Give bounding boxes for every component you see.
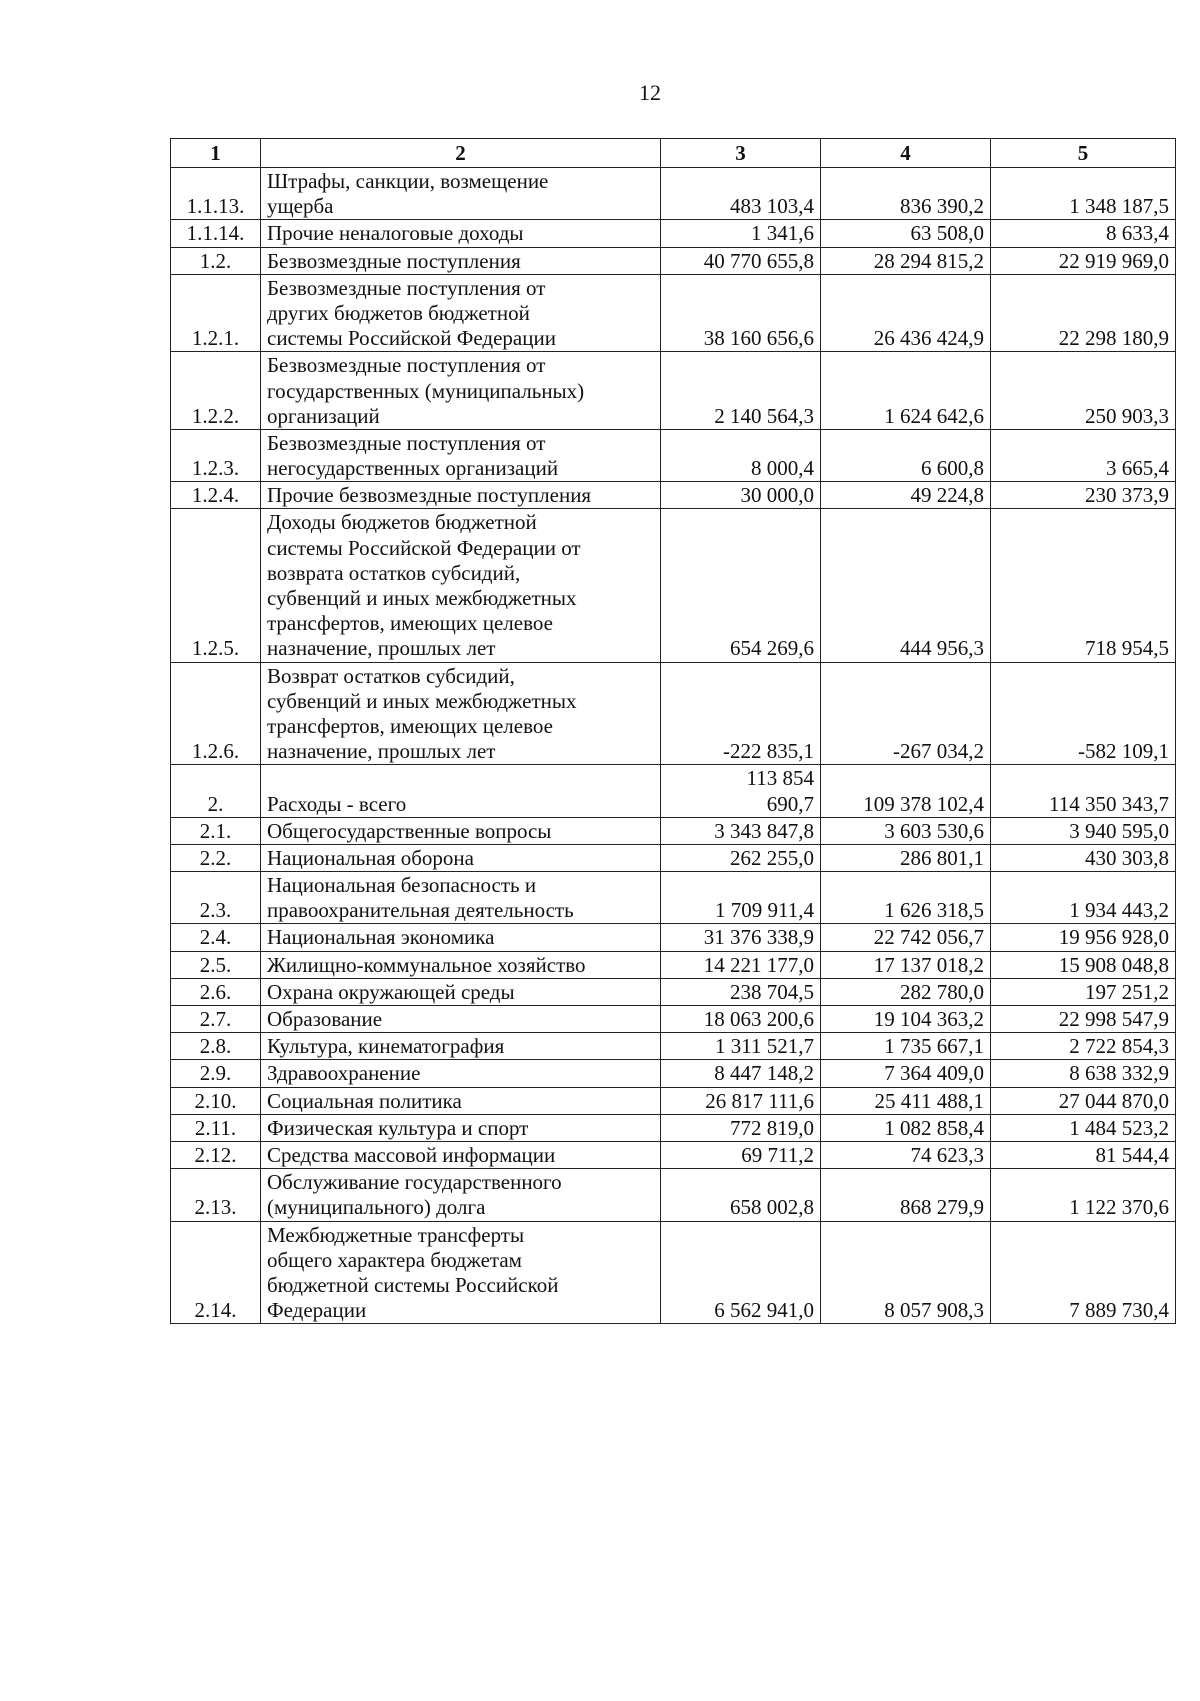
value-col-5: 7 889 730,4 — [991, 1221, 1176, 1324]
value-col-4: -267 034,2 — [821, 662, 991, 765]
value-col-4: 49 224,8 — [821, 482, 991, 509]
value-col-3: 483 103,4 — [661, 168, 821, 220]
value-col-5: 1 484 523,2 — [991, 1114, 1176, 1141]
table-row — [171, 662, 1176, 765]
table-row — [171, 352, 1176, 430]
row-description: Возврат остатков субсидий, субвенций и иных межбюджетных трансфертов, имеющих целевое назначение, прошлых лет — [261, 662, 661, 765]
value-col-4: 1 624 642,6 — [821, 352, 991, 430]
value-col-4: 26 436 424,9 — [821, 274, 991, 352]
page-number: 12 — [639, 80, 661, 105]
table-row — [171, 274, 1176, 352]
table-row — [171, 220, 1176, 247]
row-number: 2.14. — [171, 1221, 261, 1324]
value-col-3: 1 311 521,7 — [661, 1033, 821, 1060]
row-number: 2.6. — [171, 978, 261, 1005]
row-number: 2.1. — [171, 817, 261, 844]
value-col-4: 3 603 530,6 — [821, 817, 991, 844]
value-col-3: 69 711,2 — [661, 1141, 821, 1168]
row-number: 1.2.6. — [171, 662, 261, 765]
value-col-3: 14 221 177,0 — [661, 951, 821, 978]
value-col-5: 81 544,4 — [991, 1141, 1176, 1168]
value-col-3: 6 562 941,0 — [661, 1221, 821, 1324]
row-number: 2.2. — [171, 844, 261, 871]
row-number: 2.8. — [171, 1033, 261, 1060]
value-col-4: 1 735 667,1 — [821, 1033, 991, 1060]
row-number: 1.2.2. — [171, 352, 261, 430]
value-col-3: 654 269,6 — [661, 509, 821, 662]
value-col-5: 197 251,2 — [991, 978, 1176, 1005]
table-row — [171, 1033, 1176, 1060]
value-col-3: -222 835,1 — [661, 662, 821, 765]
table-row — [171, 1087, 1176, 1114]
value-col-4: 74 623,3 — [821, 1141, 991, 1168]
table-row — [171, 951, 1176, 978]
row-description: Охрана окружающей среды — [261, 978, 661, 1005]
row-description: Безвозмездные поступления — [261, 247, 661, 274]
table-row — [171, 1221, 1176, 1324]
header-col-1: 1 — [171, 139, 261, 168]
value-col-5: 22 298 180,9 — [991, 274, 1176, 352]
value-col-3: 8 447 148,2 — [661, 1060, 821, 1087]
row-description: Образование — [261, 1006, 661, 1033]
value-col-5: 2 722 854,3 — [991, 1033, 1176, 1060]
value-col-3: 3 343 847,8 — [661, 817, 821, 844]
row-description: Национальная экономика — [261, 924, 661, 951]
value-col-4: 1 082 858,4 — [821, 1114, 991, 1141]
row-description: Средства массовой информации — [261, 1141, 661, 1168]
table-row — [171, 509, 1176, 662]
row-description: Прочие неналоговые доходы — [261, 220, 661, 247]
table-row — [171, 924, 1176, 951]
value-col-5: 3 665,4 — [991, 429, 1176, 481]
value-col-3: 238 704,5 — [661, 978, 821, 1005]
header-row — [171, 139, 1176, 168]
value-col-3: 772 819,0 — [661, 1114, 821, 1141]
row-description: Прочие безвозмездные поступления — [261, 482, 661, 509]
row-number: 2. — [171, 765, 261, 817]
table-row — [171, 765, 1176, 817]
table-row — [171, 1060, 1176, 1087]
row-description: Межбюджетные трансферты общего характера бюджетам бюджетной системы Российской Федерации — [261, 1221, 661, 1324]
value-col-4: 8 057 908,3 — [821, 1221, 991, 1324]
value-col-5: 27 044 870,0 — [991, 1087, 1176, 1114]
header-col-4: 4 — [821, 139, 991, 168]
value-col-4: 28 294 815,2 — [821, 247, 991, 274]
table-row — [171, 978, 1176, 1005]
value-col-5: 8 638 332,9 — [991, 1060, 1176, 1087]
row-description: Безвозмездные поступления от негосударственных организаций — [261, 429, 661, 481]
value-col-3: 262 255,0 — [661, 844, 821, 871]
value-col-4: 836 390,2 — [821, 168, 991, 220]
row-description: Штрафы, санкции, возмещение ущерба — [261, 168, 661, 220]
value-col-5: 230 373,9 — [991, 482, 1176, 509]
value-col-4: 286 801,1 — [821, 844, 991, 871]
table-row — [171, 872, 1176, 924]
value-col-4: 6 600,8 — [821, 429, 991, 481]
value-col-5: 15 908 048,8 — [991, 951, 1176, 978]
value-col-5: 1 122 370,6 — [991, 1169, 1176, 1221]
row-description: Жилищно-коммунальное хозяйство — [261, 951, 661, 978]
value-col-3: 31 376 338,9 — [661, 924, 821, 951]
row-description: Физическая культура и спорт — [261, 1114, 661, 1141]
row-description: Национальная безопасность и правоохранительная деятельность — [261, 872, 661, 924]
row-number: 1.1.14. — [171, 220, 261, 247]
row-number: 2.13. — [171, 1169, 261, 1221]
value-col-3: 30 000,0 — [661, 482, 821, 509]
value-col-5: 430 303,8 — [991, 844, 1176, 871]
row-number: 2.7. — [171, 1006, 261, 1033]
table-row — [171, 1006, 1176, 1033]
table-row — [171, 429, 1176, 481]
header-col-2: 2 — [261, 139, 661, 168]
row-description: Безвозмездные поступления от государственных (муниципальных) организаций — [261, 352, 661, 430]
value-col-4: 19 104 363,2 — [821, 1006, 991, 1033]
table-row — [171, 817, 1176, 844]
table-row — [171, 1114, 1176, 1141]
value-col-5: 250 903,3 — [991, 352, 1176, 430]
value-col-3: 2 140 564,3 — [661, 352, 821, 430]
row-description: Обслуживание государственного (муниципального) долга — [261, 1169, 661, 1221]
value-col-5: 1 348 187,5 — [991, 168, 1176, 220]
table-row — [171, 482, 1176, 509]
row-description: Социальная политика — [261, 1087, 661, 1114]
value-col-4: 109 378 102,4 — [821, 765, 991, 817]
value-col-4: 282 780,0 — [821, 978, 991, 1005]
row-number: 1.2.1. — [171, 274, 261, 352]
value-col-4: 22 742 056,7 — [821, 924, 991, 951]
table-row — [171, 1169, 1176, 1221]
value-col-3: 8 000,4 — [661, 429, 821, 481]
row-number: 2.11. — [171, 1114, 261, 1141]
row-number: 1.1.13. — [171, 168, 261, 220]
row-number: 1.2.5. — [171, 509, 261, 662]
value-col-3: 26 817 111,6 — [661, 1087, 821, 1114]
row-number: 2.10. — [171, 1087, 261, 1114]
value-col-5: 3 940 595,0 — [991, 817, 1176, 844]
value-col-4: 868 279,9 — [821, 1169, 991, 1221]
row-number: 2.5. — [171, 951, 261, 978]
row-description: Расходы - всего — [261, 765, 661, 817]
value-col-5: -582 109,1 — [991, 662, 1176, 765]
row-description: Общегосударственные вопросы — [261, 817, 661, 844]
table-row — [171, 1141, 1176, 1168]
row-description: Культура, кинематография — [261, 1033, 661, 1060]
value-col-3: 1 709 911,4 — [661, 872, 821, 924]
row-number: 2.12. — [171, 1141, 261, 1168]
value-col-4: 17 137 018,2 — [821, 951, 991, 978]
value-col-4: 1 626 318,5 — [821, 872, 991, 924]
value-col-5: 22 919 969,0 — [991, 247, 1176, 274]
value-col-5: 8 633,4 — [991, 220, 1176, 247]
value-col-5: 22 998 547,9 — [991, 1006, 1176, 1033]
value-col-3: 658 002,8 — [661, 1169, 821, 1221]
budget-table — [170, 138, 1176, 1324]
row-description: Безвозмездные поступления от других бюджетов бюджетной системы Российской Федерации — [261, 274, 661, 352]
table-row — [171, 247, 1176, 274]
row-description: Здравоохранение — [261, 1060, 661, 1087]
table-row — [171, 844, 1176, 871]
value-col-3: 1 341,6 — [661, 220, 821, 247]
table-row — [171, 168, 1176, 220]
row-number: 2.9. — [171, 1060, 261, 1087]
value-col-4: 7 364 409,0 — [821, 1060, 991, 1087]
header-col-5: 5 — [991, 139, 1176, 168]
value-col-5: 1 934 443,2 — [991, 872, 1176, 924]
row-number: 1.2.4. — [171, 482, 261, 509]
value-col-3: 38 160 656,6 — [661, 274, 821, 352]
row-number: 1.2.3. — [171, 429, 261, 481]
value-col-3: 18 063 200,6 — [661, 1006, 821, 1033]
value-col-5: 114 350 343,7 — [991, 765, 1176, 817]
row-number: 1.2. — [171, 247, 261, 274]
value-col-4: 444 956,3 — [821, 509, 991, 662]
row-number: 2.4. — [171, 924, 261, 951]
header-col-3: 3 — [661, 139, 821, 168]
value-col-4: 63 508,0 — [821, 220, 991, 247]
value-col-3: 40 770 655,8 — [661, 247, 821, 274]
row-description: Национальная оборона — [261, 844, 661, 871]
value-col-4: 25 411 488,1 — [821, 1087, 991, 1114]
value-col-5: 19 956 928,0 — [991, 924, 1176, 951]
row-description: Доходы бюджетов бюджетной системы Российской Федерации от возврата остатков субсидий, субвенций и иных межбюджетных трансфертов, имеющих целевое назначение, прошлых лет — [261, 509, 661, 662]
value-col-3: 113 854 690,7 — [661, 765, 821, 817]
value-col-5: 718 954,5 — [991, 509, 1176, 662]
row-number: 2.3. — [171, 872, 261, 924]
